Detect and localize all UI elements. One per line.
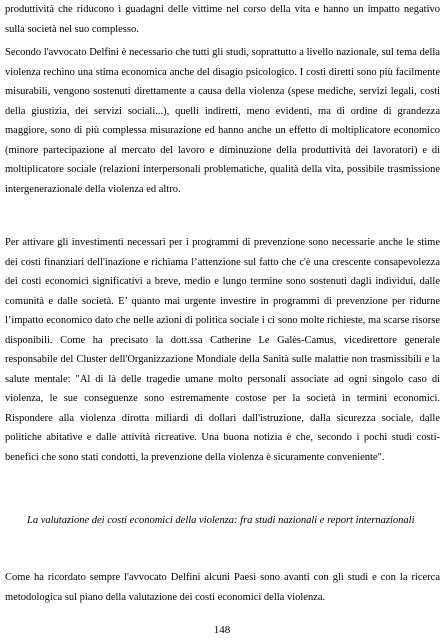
paragraph-4: Come ha ricordato sempre l'avvocato Delfini alcuni Paesi sono avanti con gli studi e con la ricerca metodologica sul piano della valutazione dei costi economici della violenza.	[5, 572, 440, 603]
paragraph-3: Per attivare gli investimenti necessari per i programmi di prevenzione sono necessarie anche le stime dei costi finanziari dell'inazione e richiama l’attenzione sul fatto che c'è una crescente consapevolezza dei costi economici significativi a breve, medio e lungo termine sono sostenuti dagli individui, dalle comunità e dalle società. E’ quanto mai urgente investire in programmi di prevenzione per ridurne l’impatto economico dato che nelle azioni di politica sociale i ci sono molte richieste, ma scarse risorse disponibili. Come ha precisato la dott.ssa Catherine Le Galès-Camus, vicedirettore generale responsabile del Cluster dell'Organizzazione Mondiale della Sanità sulle malattie non trasmissibili e la salute mentale: "Al di là delle tragedie umane molto personali associate ad ogni singolo caso di violenza, le sue conseguenze sono estremamente costose per la società in termini economici. Rispondere alla violenza dirotta miliardi di dollari dall'istruzione, dalla sicurezza sociale, dalle politiche abitative e dalle attività ricreative. Una buona notizia è che, secondo i pochi studi costi-benefici che sono stati condotti, la prevenzione della violenza è sicuramente conveniente".	[5, 237, 440, 463]
section-heading: La valutazione dei costi economici della violenza: fra studi nazionali e report internazionali	[27, 515, 415, 526]
paragraph-1: produttività che riducono i guadagni delle vittime nel corso della vita e hanno un impatto negativo sulla società nel suo complesso.	[5, 4, 440, 35]
paragraph-2: Secondo l'avvocato Delfini è necessario che tutti gli studi, soprattutto a livello nazionale, sul tema della violenza rechino una stima economica anche del disagio psicologico. I costi diretti sono più facilmente misurabili, vengono sostenuti direttamente a causa della violenza (spese mediche, servizi legali, costi della giustizia, dei servizi sociali...), quelli indiretti, meno evidenti, ma di ordine di grandezza maggiore, sono di più complessa misurazione ed hanno anche un effetto di moltiplicatore economico (minore partecipazione al mercato del lavoro e diminuzione della produttività dei lavoratori) e di moltiplicatore sociale (relazioni interpersonali problematiche, qualità della vita, possibile trasmissione intergenerazionale della violenza ed altro.	[5, 47, 440, 195]
page-number: 148	[213, 624, 231, 636]
